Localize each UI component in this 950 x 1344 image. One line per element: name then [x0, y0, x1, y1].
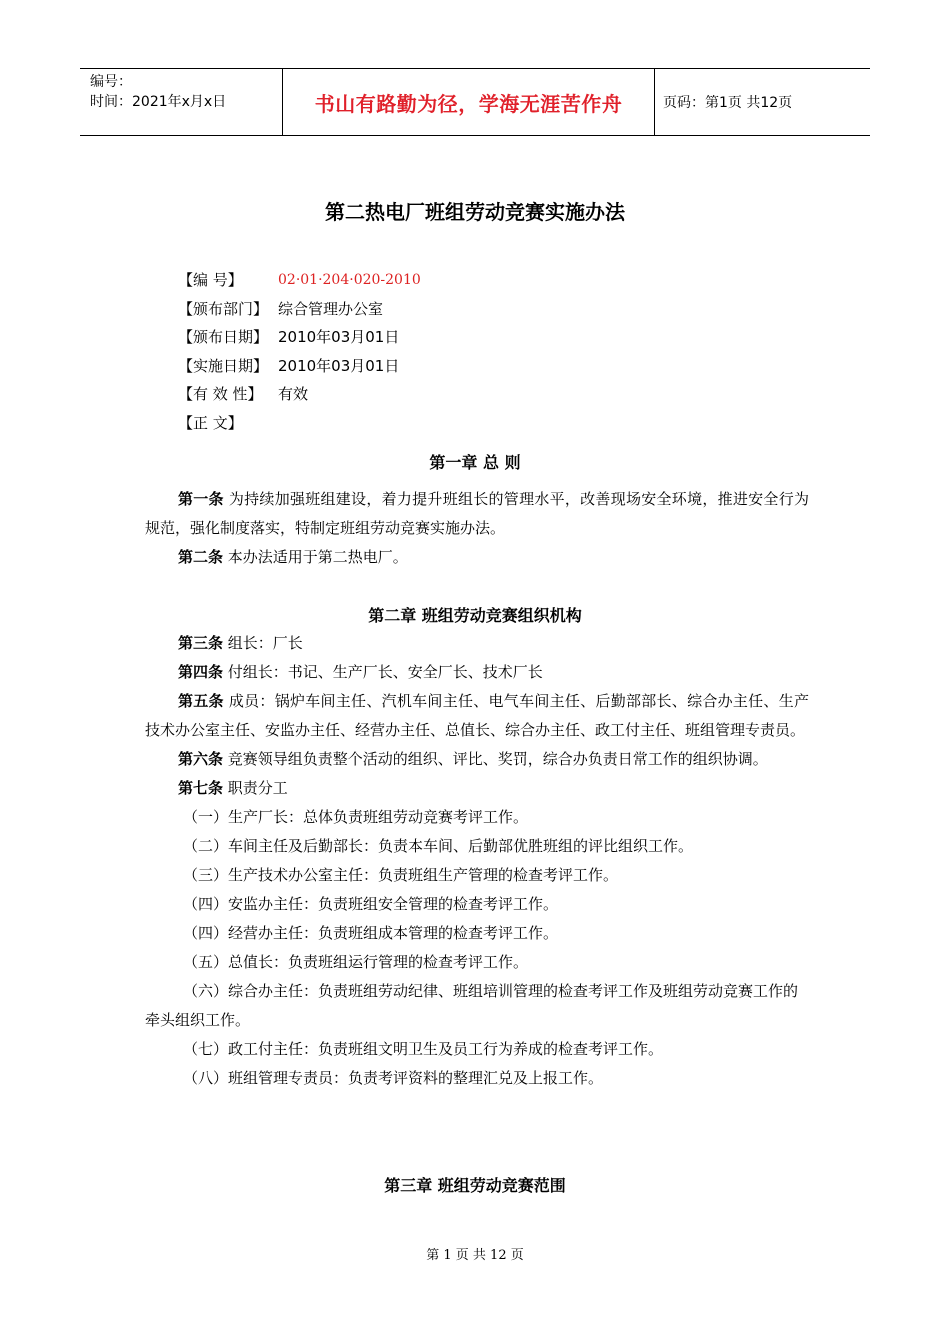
date-label: 时间：2021年x月x日 — [90, 94, 227, 110]
chapter-3-heading: 第三章 班组劳动竞赛范围 — [384, 1176, 566, 1195]
meta-key: 【正 文】 — [178, 413, 243, 432]
article-text: 职责分工 — [223, 779, 288, 797]
article-4 — [145, 658, 809, 687]
article-2 — [145, 543, 809, 572]
article-text: 付组长：书记、生产厂长、安全厂长、技术厂长 — [223, 663, 543, 681]
chapter-1-heading: 第一章 总 则 — [429, 453, 521, 472]
header-left-cell — [80, 69, 282, 135]
motto-text: 书山有路勤为径，学海无涯苦作舟 — [314, 91, 623, 116]
meta-key: 【编 号】 — [178, 271, 243, 289]
article-6 — [145, 745, 809, 774]
meta-value: 综合管理办公室 — [278, 299, 384, 318]
article-text: 本办法适用于第二热电厂。 — [223, 548, 408, 566]
number-label: 编号： — [90, 74, 132, 90]
article-label: 第七条 — [178, 779, 224, 797]
meta-key: 【有 效 性】 — [178, 385, 263, 404]
duty-item: （二）车间主任及后勤部长：负责本车间、后勤部优胜班组的评比组织工作。 — [183, 837, 694, 855]
article-label: 第四条 — [178, 663, 224, 681]
header-page-cell — [655, 69, 870, 135]
article-label: 第一条 — [178, 490, 224, 508]
article-label: 第五条 — [178, 692, 224, 710]
meta-row-body — [178, 409, 421, 438]
article-label: 第二条 — [178, 548, 224, 566]
meta-row-validity — [178, 380, 421, 409]
meta-value: 有效 — [278, 385, 309, 404]
article-5 — [145, 687, 809, 745]
header-motto-cell — [282, 69, 655, 135]
article-label: 第三条 — [178, 634, 224, 652]
duty-item: （七）政工付主任：负责班组文明卫生及员工行为养成的检查考评工作。 — [183, 1040, 664, 1058]
meta-row-issue-date — [178, 323, 421, 352]
article-text: 组长：厂长 — [223, 634, 303, 652]
meta-value-number: 02·01·204·020-2010 — [278, 272, 421, 288]
article-text: 成员：锅炉车间主任、汽机车间主任、电气车间主任、后勤部部长、综合办主任、生产技术办公室主任、安监办主任、经营办主任、总值长、综合办主任、政工付主任、班组管理专责员。 — [145, 692, 809, 739]
meta-key: 【颁布日期】 — [178, 328, 269, 347]
document-meta — [178, 266, 421, 438]
duty-item: （四）安监办主任：负责班组安全管理的检查考评工作。 — [183, 895, 559, 913]
article-text: 为持续加强班组建设，着力提升班组长的管理水平，改善现场安全环境，推进安全行为规范，强化制度落实，特制定班组劳动竞赛实施办法。 — [145, 490, 809, 537]
meta-value: 2010年03月01日 — [278, 356, 400, 375]
meta-key: 【颁布部门】 — [178, 299, 269, 318]
duty-item: （八）班组管理专责员：负责考评资料的整理汇兑及上报工作。 — [183, 1069, 604, 1087]
document-title: 第二热电厂班组劳动竞赛实施办法 — [325, 200, 625, 224]
article-3 — [145, 629, 809, 658]
meta-row-effective-date — [178, 352, 421, 381]
meta-key: 【实施日期】 — [178, 356, 269, 375]
meta-value: 2010年03月01日 — [278, 328, 400, 347]
article-7 — [145, 774, 809, 803]
duty-item: （四）经营办主任：负责班组成本管理的检查考评工作。 — [183, 924, 559, 942]
article-1 — [145, 485, 809, 543]
article-text: 竞赛领导组负责整个活动的组织、评比、奖罚，综合办负责日常工作的组织协调。 — [223, 750, 768, 768]
article-label: 第六条 — [178, 750, 224, 768]
page-footer: 第 1 页 共 12 页 — [426, 1248, 524, 1263]
duty-item: （五）总值长：负责班组运行管理的检查考评工作。 — [183, 953, 529, 971]
chapter-2-heading: 第二章 班组劳动竞赛组织机构 — [368, 606, 582, 625]
chapter-1-body — [145, 485, 809, 572]
page-count-label: 页码：第1页 共12页 — [663, 95, 793, 111]
chapter-2-body — [145, 629, 809, 1093]
page-header — [80, 68, 870, 136]
duty-item: （六）综合办主任：负责班组劳动纪律、班组培训管理的检查考评工作及班组劳动竞赛工作的牵头组织工作。 — [145, 982, 799, 1029]
duty-item: （三）生产技术办公室主任：负责班组生产管理的检查考评工作。 — [183, 866, 619, 884]
meta-row-department — [178, 295, 421, 324]
duty-item: （一）生产厂长：总体负责班组劳动竞赛考评工作。 — [183, 808, 529, 826]
meta-row-number — [178, 266, 421, 295]
